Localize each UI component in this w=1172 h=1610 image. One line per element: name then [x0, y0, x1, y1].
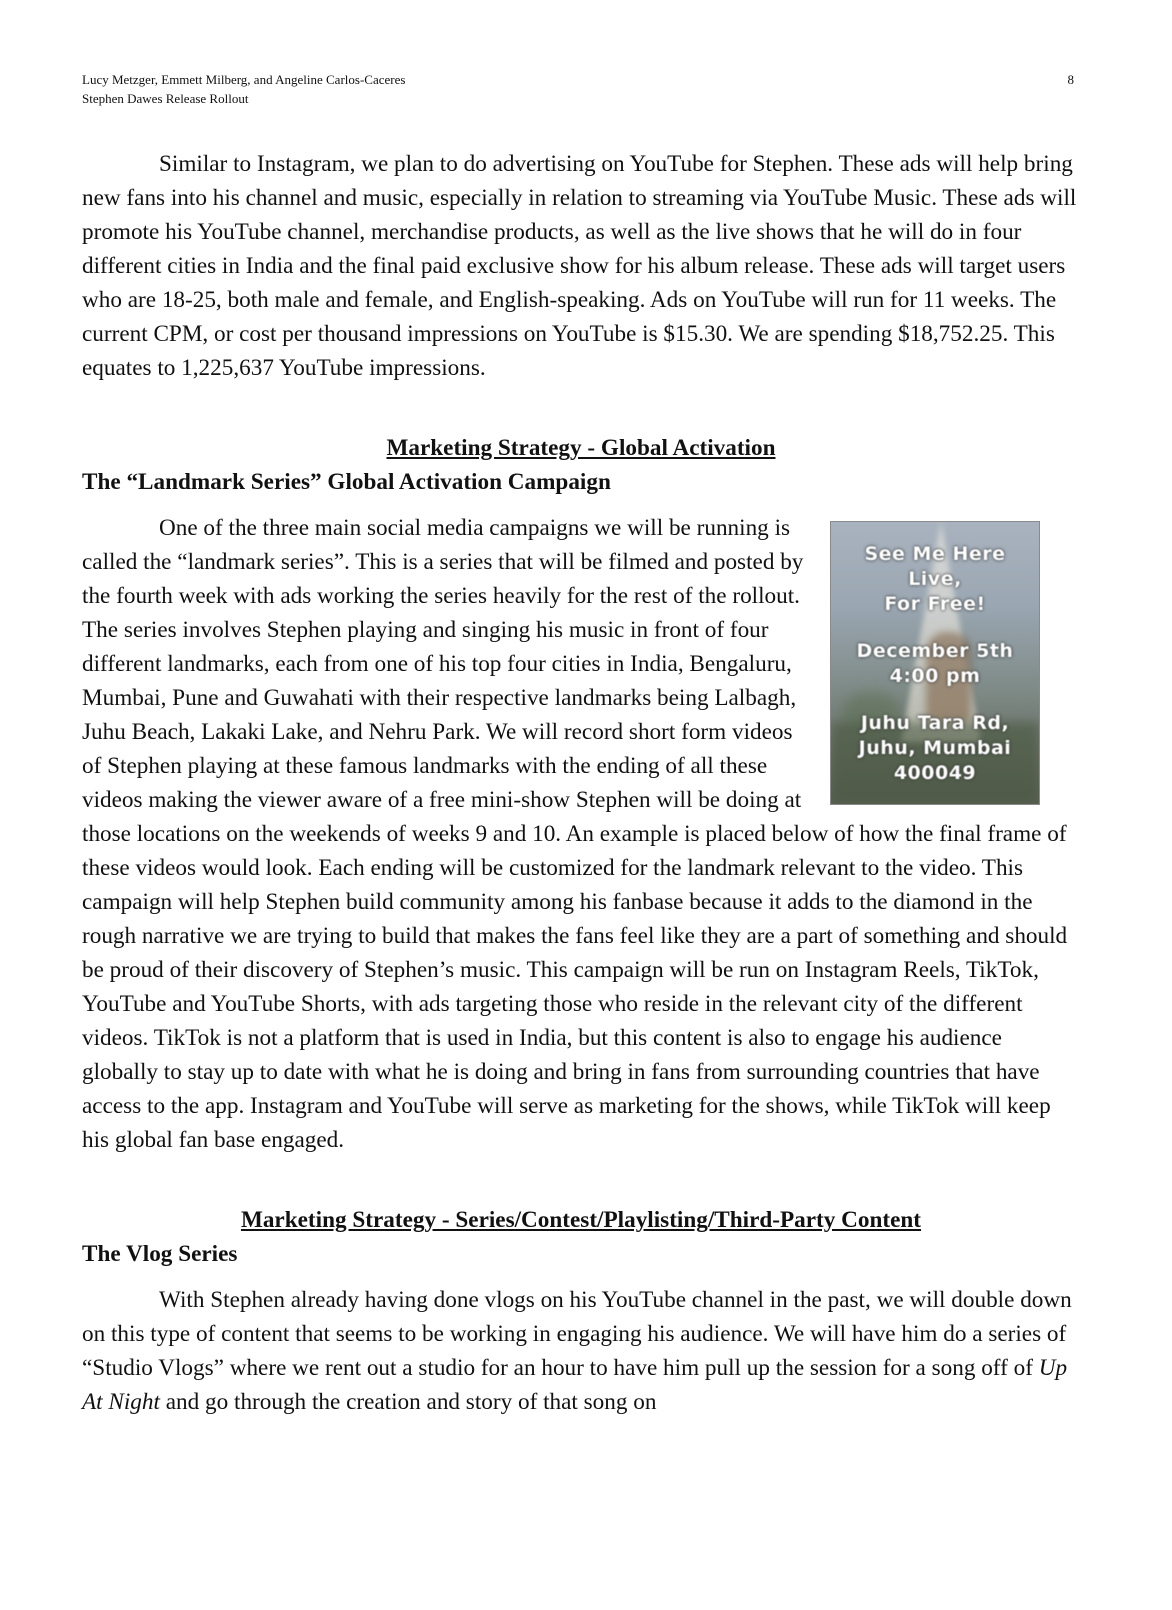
event-poster-image — [830, 521, 1040, 805]
poster-address-3: 400049 — [893, 762, 977, 784]
vlog-paragraph-end: and go through the creation and story of that song on — [159, 1389, 657, 1415]
header-authors: Lucy Metzger, Emmett Milberg, and Angeline Carlos-Caceres — [82, 72, 406, 87]
header-doc-title: Stephen Dawes Release Rollout — [82, 91, 249, 106]
subheading-vlog-series: The Vlog Series — [82, 1241, 238, 1267]
landmark-series-paragraph: One of the three main social media campaigns we will be running is called the “landmark series”. This is a series that will be filmed and posted by the fourth week with ads working the series heavily for the rest of the rollout. The series involves Stephen playing and singing his music in front of four different landmarks, each from one of his top four cities in India, Bengaluru, Mumbai, Pune and Guwahati with their respective landmarks being Lalbagh, Juhu Beach, Lakaki Lake, and Nehru Park. We will record short form videos of Stephen playing at these famous landmarks with the ending of all these videos making the viewer aware of a free mini-show Stephen will be doing at those locations on the weekends of weeks 9 and 10. An example is placed below of how the final frame of these videos would look. Each ending will be customized for the landmark relevant to the video. This campaign will help Stephen build community among his fanbase because it adds to the diamond in the rough narrative we are trying to build that makes the fans feel like they are a part of something and should be proud of their discovery of Stephen’s music. This campaign will be run on Instagram Reels, TikTok, YouTube and YouTube Shorts, with ads targeting those who reside in the relevant city of the different videos. TikTok is not a platform that is used in India, but this content is also to engage his audience globally to stay up to date with what he is doing and bring in fans from surrounding countries that have access to the app. Instagram and YouTube will serve as marketing for the shows, while TikTok will keep his global fan base engaged. — [82, 515, 1068, 1153]
poster-line-3: For Free! — [884, 593, 986, 615]
subheading-landmark-series: The “Landmark Series” Global Activation Campaign — [82, 469, 611, 495]
poster-time: 4:00 pm — [889, 665, 981, 687]
document-body — [82, 147, 1080, 1419]
page-number: 8 — [1067, 72, 1074, 87]
poster-line-1: See Me Here — [864, 543, 1006, 565]
section-heading-series-contest: Marketing Strategy - Series/Contest/Playlisting/Third-Party Content — [240, 1207, 922, 1233]
poster-text — [831, 542, 1039, 786]
poster-date: December 5th — [856, 640, 1014, 662]
running-header — [82, 70, 405, 108]
vlog-paragraph-start: With Stephen already having done vlogs on his YouTube channel in the past, we will double down on this type of content that seems to be working in engaging his audience. We will have him do a series of “Studio Vlogs” where we rent out a studio for an hour to have him pull up the session for a song off of — [82, 1287, 1072, 1381]
youtube-ads-paragraph: Similar to Instagram, we plan to do advertising on YouTube for Stephen. These ads will help bring new fans into his channel and music, especially in relation to streaming via YouTube Music. These ads will promote his YouTube channel, merchandise products, as well as the live shows that he will do in four different cities in India and the final paid exclusive show for his album release. These ads will target users who are 18-25, both male and female, and English-speaking. Ads on YouTube will run for 11 weeks. The current CPM, or cost per thousand impressions on YouTube is $15.30. We are spending $18,752.25. This equates to 1,225,637 YouTube impressions. — [82, 151, 1077, 381]
section-heading-global-activation: Marketing Strategy - Global Activation — [386, 435, 776, 461]
poster-address-1: Juhu Tara Rd, — [860, 712, 1010, 734]
vlog-series-paragraph — [82, 1283, 1080, 1419]
album-title: Up At Night — [82, 1355, 1068, 1415]
poster-line-2: Live, — [908, 568, 962, 590]
poster-address-2: Juhu, Mumbai — [858, 737, 1012, 759]
